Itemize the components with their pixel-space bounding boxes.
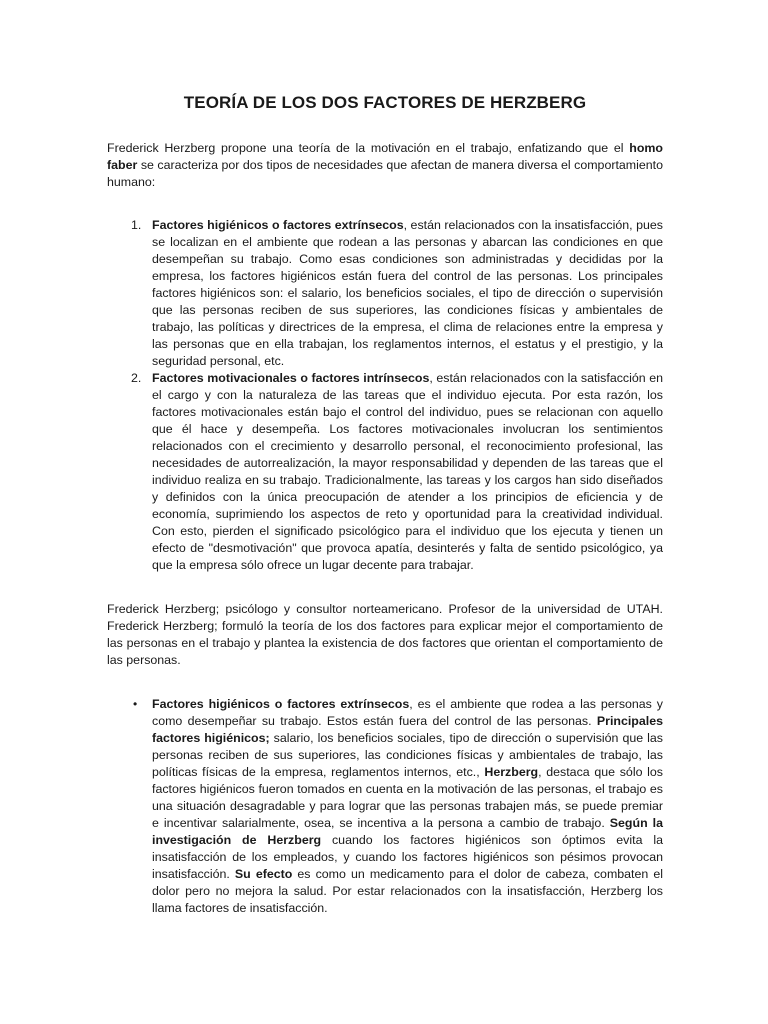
bullet-heading: Factores higiénicos o factores extrínsecos — [152, 697, 410, 711]
bullet-text-1: , es el ambiente que rodea a las personas y como desempeñar su trabajo. Estos están fuera del control de las personas. — [152, 697, 663, 728]
bullet-bold-3: Herzberg — [484, 765, 539, 779]
bio-paragraph: Frederick Herzberg; psicólogo y consultor norteamericano. Profesor de la universidad de UTAH. Frederick Herzberg; formuló la teoría de los dos factores para explicar mejor el comportamiento de las personas en el trabajo y plantea la existencia de dos factores que orientan el comportamiento de las personas. — [107, 602, 663, 667]
bullet-bold-4: Según la investigación de Herzberg — [152, 816, 663, 847]
intro-bold-term: homo faber — [107, 141, 663, 172]
list-item — [107, 696, 663, 917]
list-item-heading: Factores higiénicos o factores extrínsecos — [152, 218, 404, 232]
list-item-number: 2. — [131, 371, 142, 385]
document-title: TEORÍA DE LOS DOS FACTORES DE HERZBERG — [183, 93, 587, 112]
bullet-text-3: , destaca que sólo los factores higiénicos fueron tomados en cuenta en la motivación de las personas, el trabajo es una situación desagradable y para lograr que las personas trabajen más, se puede premiar e incentivar salarialmente, osea, se incentiva a la persona a cambio de trabajo. — [152, 765, 663, 830]
bullet-icon: • — [133, 697, 138, 711]
document-page — [107, 92, 663, 917]
bullet-text-2: salario, los beneficios sociales, tipo de dirección o supervisión que las personas reciben de sus superiores, las condiciones físicas y ambientales de trabajo, las políticas físicas de la empresa, reglamentos internos, etc., — [152, 731, 663, 779]
numbered-list — [107, 217, 663, 574]
bullet-bold-5: Su efecto — [234, 867, 293, 881]
list-item-text: , están relacionados con la satisfacción en el cargo y con la naturaleza de las tareas que el individuo ejecuta. Por esta razón, los factores motivacionales están bajo el control del individuo, pues se relacionan con aquello que él hace y desempeña. Los factores motivacionales involucran los sentimientos relacionados con el crecimiento y desarrollo personal, el reconocimiento profesional, las necesidades de autorrealización, la mayor responsabilidad y dependen de las tareas que el individuo realiza en su trabajo. Tradicionalmente, las tareas y los cargos han sido diseñados y definidos con la única preocupación de atender a los principios de eficiencia y de economía, suprimiendo los aspectos de reto y oportunidad para la creatividad individual. Con esto, pierden el significado psicológico para el individuo que los ejecuta y tienen un efecto de "desmotivación" que provoca apatía, desinterés y falta de sentido psicológico, ya que la empresa sólo ofrece un lugar decente para trabajar. — [152, 371, 663, 572]
list-item-number: 1. — [131, 218, 142, 232]
intro-text-2: se caracteriza por dos tipos de necesidades que afectan de manera diversa el comportamiento humano: — [107, 158, 663, 189]
list-item-text: , están relacionados con la insatisfacción, pues se localizan en el ambiente que rodean a las personas y abarcan las condiciones en que desempeñan su trabajo. Como esas condiciones son administradas y decididas por la empresa, los factores higiénicos están fuera del control de las personas. Los principales factores higiénicos son: el salario, los beneficios sociales, el tipo de dirección o supervisión que las personas reciben de sus superiores, las condiciones físicas y ambientales de trabajo, las políticas y directrices de la empresa, el clima de relaciones entre la empresa y las personas que en ella trabajan, los reglamentos internos, el estatus y el prestigio, y la seguridad personal, etc. — [152, 218, 663, 368]
bullet-list — [107, 696, 663, 917]
bullet-text-4: cuando los factores higiénicos son óptimos evita la insatisfacción de los empleados, y cuando los factores higiénicos son pésimos provocan insatisfacción. — [152, 833, 663, 881]
intro-paragraph — [107, 140, 663, 191]
list-item — [107, 217, 663, 370]
intro-text-1: Frederick Herzberg propone una teoría de la motivación en el trabajo, enfatizando que el — [107, 141, 630, 155]
list-item — [107, 370, 663, 574]
bullet-bold-2: Principales factores higiénicos; — [152, 714, 663, 745]
list-item-heading: Factores motivacionales o factores intrínsecos — [152, 371, 430, 385]
bullet-text-5: es como un medicamento para el dolor de cabeza, combaten el dolor pero no mejora la salud. Por estar relacionados con la insatisfacción, Herzberg los llama factores de insatisfacción. — [152, 867, 663, 915]
